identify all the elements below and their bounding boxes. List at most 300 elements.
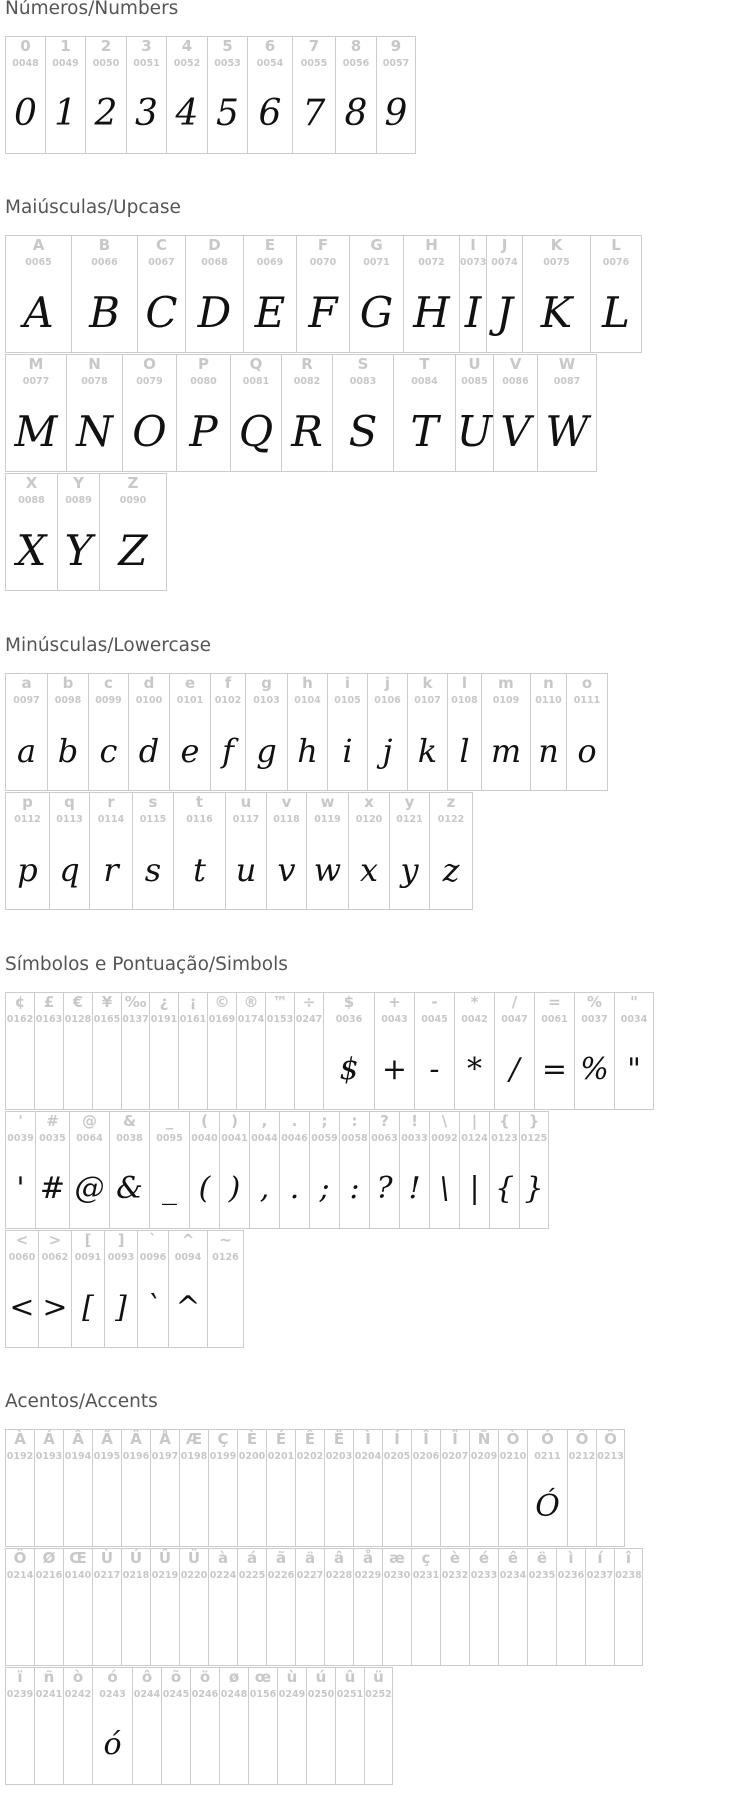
glyph-sample [325,1470,353,1544]
glyph-sample: _ [162,1171,177,1206]
character-label: M [28,355,44,373]
character-code: 0123 [491,1133,518,1144]
glyph-sample: V [500,407,531,456]
glyph-cell [99,473,167,591]
glyph-cell [292,36,335,154]
glyph-cell [459,235,486,353]
character-code: 0242 [64,1689,92,1700]
character-label: ç [421,1549,431,1567]
character-code: 0060 [8,1252,36,1263]
character-code: 0102 [214,695,242,706]
glyph-cell [335,36,376,154]
character-label: o [581,674,593,692]
character-label: ( [201,1112,208,1130]
character-code: 0214 [6,1570,34,1581]
character-label: œ [254,1668,272,1686]
character-code: 0089 [65,495,92,506]
character-label: W [558,355,576,373]
glyph-cell [265,992,294,1110]
glyph-sample: ^ [175,1290,201,1325]
character-code: 0086 [502,376,529,387]
glyph-sample: ; [319,1171,330,1206]
glyph-cell [5,473,57,591]
glyph-cell [137,235,185,353]
character-code: 0213 [597,1451,624,1462]
character-label: Ô [575,1430,589,1448]
glyph-cell [208,1429,237,1547]
glyph-sample: 1 [54,93,77,134]
glyph-sample [296,1470,324,1544]
character-code: 0054 [256,58,284,69]
glyph-cell [429,792,473,910]
character-code: 0040 [191,1133,218,1144]
glyph-sample: Q [238,407,274,456]
glyph-cell [5,1429,34,1547]
glyph-cell [367,673,407,791]
character-code: 0197 [151,1451,179,1462]
glyph-cell [189,1111,219,1229]
glyph-cell [245,673,287,791]
character-code: 0068 [201,257,228,268]
glyph-sample: < [9,1290,35,1325]
glyph-sample [220,1708,248,1782]
glyph-sample: y [400,851,419,889]
glyph-cell [294,992,323,1110]
character-label: Ú [129,1549,143,1567]
character-label: Ñ [477,1430,491,1448]
glyph-sample: z [442,851,460,889]
character-code: 0112 [14,814,41,825]
glyph-cell [455,354,493,472]
glyph-cell [5,992,34,1110]
character-label: ` [149,1231,157,1249]
glyph-cell [243,235,296,353]
glyph-cell [266,1429,295,1547]
glyph-sample: I [464,288,482,337]
glyph-sample: b [57,732,79,770]
character-code: 0248 [220,1689,248,1700]
character-code: 0101 [176,695,204,706]
character-label: ) [231,1112,238,1130]
glyph-sample: l [459,732,470,770]
character-label: d [143,674,155,692]
glyph-sample [383,1470,411,1544]
glyph-cell [469,1548,498,1666]
character-code: 0038 [116,1133,143,1144]
character-label: < [15,1231,29,1249]
character-label: ó [107,1668,118,1686]
character-label: J [501,236,508,254]
glyph-cell [382,1548,411,1666]
character-code: 0140 [64,1570,92,1581]
glyph-row [5,673,608,791]
glyph-sample: L [602,288,630,337]
glyph-row [5,1111,549,1229]
character-label: p [22,793,33,811]
character-label: C [155,236,167,254]
glyph-cell [414,992,454,1110]
glyph-cell [429,1111,459,1229]
glyph-sample: 9 [384,93,408,134]
character-code: 0082 [293,376,321,387]
character-code: 0216 [35,1570,63,1581]
glyph-cell [69,1111,109,1229]
glyph-cell [190,1667,219,1785]
glyph-cell [49,792,89,910]
glyph-sample: 4 [175,93,199,134]
glyph-cell [376,36,416,154]
glyph-cell [71,1230,104,1348]
glyph-sample [441,1589,469,1663]
glyph-sample [238,1589,266,1663]
character-label: h [302,674,313,692]
glyph-sample: . [289,1171,300,1206]
glyph-cell [149,1111,189,1229]
character-code: 0096 [139,1252,167,1263]
glyph-row [5,354,597,472]
glyph-cell [5,36,45,154]
glyph-sample [179,1033,207,1107]
character-code: 0236 [557,1570,585,1581]
character-code: 0203 [325,1451,353,1462]
glyph-sample: ó [103,1727,122,1762]
character-label: w [320,793,335,811]
glyph-sample: U [456,407,493,456]
glyph-cell [498,1548,527,1666]
character-code: 0035 [39,1133,66,1144]
glyph-sample [209,1470,237,1544]
character-label: Ê [304,1430,316,1448]
character-label: ô [141,1668,153,1686]
character-label: ® [243,993,259,1011]
glyph-cell [277,1667,306,1785]
character-label: 6 [264,37,276,55]
character-label: | [471,1112,478,1130]
character-label: Z [127,474,139,492]
glyph-sample: 6 [258,93,282,134]
glyph-sample [180,1589,208,1663]
character-label: à [217,1549,229,1567]
character-code: 0092 [431,1133,458,1144]
glyph-cell [35,1111,69,1229]
glyph-sample [122,1589,150,1663]
glyph-sample [122,1470,150,1544]
character-code: 0226 [267,1570,295,1581]
character-label: ™ [272,993,288,1011]
glyph-cell [137,1230,168,1348]
glyph-sample [354,1589,382,1663]
glyph-sample [35,1708,63,1782]
glyph-sample: ] [115,1290,127,1325]
glyph-row [5,1429,625,1547]
glyph-sample: " [627,1052,641,1087]
glyph-cell [63,1548,92,1666]
glyph-sample [208,1033,236,1107]
character-label: f [224,674,232,692]
glyph-cell [556,1548,585,1666]
glyph-sample [6,1033,34,1107]
character-code: 0210 [499,1451,527,1462]
character-label: ù [286,1668,298,1686]
character-code: 0065 [25,257,52,268]
glyph-sample: Y [64,526,93,575]
glyph-sample: k [417,732,438,770]
glyph-cell [348,792,389,910]
glyph-sample: # [39,1171,66,1206]
glyph-cell [92,1429,121,1547]
glyph-cell [5,1548,34,1666]
glyph-sample: X [16,526,47,575]
glyph-cell [161,1667,190,1785]
glyph-cell [5,1111,35,1229]
glyph-sample: % [580,1052,609,1087]
glyph-sample: \ [439,1171,450,1206]
glyph-sample [209,1589,237,1663]
character-label: æ [389,1549,405,1567]
character-label: Û [158,1549,172,1567]
section-title: Símbolos e Pontuação/Simbols [5,954,288,975]
glyph-sample: E [254,288,286,337]
glyph-cell [92,1667,132,1785]
glyph-sample [354,1470,382,1544]
character-code: 0246 [191,1689,219,1700]
character-code: 0201 [267,1451,295,1462]
character-label: u [240,793,252,811]
character-label: ë [536,1549,548,1567]
character-label: . [291,1112,298,1130]
glyph-sample [557,1589,585,1663]
glyph-sample [499,1589,527,1663]
character-code: 0081 [242,376,270,387]
glyph-cell [236,992,265,1110]
glyph-cell [5,792,49,910]
character-code: 0220 [180,1570,208,1581]
glyph-row [5,36,416,154]
glyph-cell [295,1548,324,1666]
glyph-sample: t [193,851,206,889]
glyph-cell [34,992,63,1110]
glyph-cell [522,235,590,353]
character-label: e [184,674,196,692]
character-code: 0219 [151,1570,179,1581]
glyph-cell [382,1429,411,1547]
character-code: 0080 [190,376,217,387]
character-label: 0 [20,37,31,55]
glyph-sample: o [577,732,597,770]
character-label: s [148,793,158,811]
character-label: y [404,793,415,811]
glyph-cell [176,354,230,472]
character-code: 0098 [54,695,82,706]
glyph-sample: 0 [14,93,37,134]
character-label: P [198,355,209,373]
character-code: 0247 [295,1014,323,1025]
character-label: ! [411,1112,418,1130]
glyph-row [5,992,654,1110]
character-label: V [509,355,522,373]
character-label: © [214,993,230,1011]
glyph-sample: h [297,732,318,770]
glyph-cell [447,673,481,791]
character-label: Í [394,1430,400,1448]
character-label: é [478,1549,490,1567]
character-code: 0041 [221,1133,248,1144]
character-code: 0126 [212,1252,239,1263]
glyph-cell [5,354,66,472]
character-code: 0055 [300,58,328,69]
character-label: ¥ [101,993,113,1011]
character-code: 0088 [18,495,45,506]
glyph-sample: ? [376,1171,393,1206]
glyph-row [5,792,473,910]
glyph-sample [568,1470,596,1544]
character-label: I [470,236,476,254]
character-code: 0044 [251,1133,278,1144]
character-code: 0075 [543,257,570,268]
character-code: 0233 [470,1570,498,1581]
character-label: Õ [604,1430,617,1448]
glyph-cell [493,354,537,472]
glyph-cell [109,1111,149,1229]
glyph-cell [339,1111,369,1229]
character-code: 0109 [492,695,520,706]
character-label: ñ [43,1668,55,1686]
glyph-sample: ! [408,1171,421,1206]
glyph-sample [64,1708,92,1782]
character-code: 0073 [460,257,486,268]
character-label: > [48,1231,62,1249]
character-code: 0067 [148,257,175,268]
character-label: õ [170,1668,182,1686]
glyph-sample: O [132,407,167,456]
character-code: 0045 [421,1014,448,1025]
character-label: ò [72,1668,84,1686]
character-code: 0111 [573,695,601,706]
glyph-cell [5,235,71,353]
character-code: 0116 [186,814,213,825]
character-label: R [301,355,313,373]
character-code: 0085 [461,376,488,387]
character-label: í [597,1549,603,1567]
character-label: x [364,793,374,811]
character-label: ‰ [124,993,147,1011]
glyph-cell [567,1429,596,1547]
character-label: q [64,793,75,811]
glyph-cell [34,1548,63,1666]
glyph-sample [249,1708,277,1782]
glyph-cell [459,1111,489,1229]
glyph-cell [126,36,166,154]
glyph-cell [132,792,173,910]
character-label: ä [304,1549,316,1567]
glyph-cell [89,792,132,910]
glyph-cell [166,36,207,154]
glyph-sample [64,1033,92,1107]
character-label: & [122,1112,137,1130]
character-label: \ [441,1112,448,1130]
character-label: i [344,674,351,692]
glyph-sample [586,1589,614,1663]
character-label: U [468,355,481,373]
glyph-cell [230,354,281,472]
section-title: Acentos/Accents [5,1391,158,1412]
character-code: 0204 [354,1451,382,1462]
glyph-sample: } [524,1171,544,1206]
glyph-sample [278,1708,306,1782]
character-code: 0077 [22,376,50,387]
glyph-cell [63,1429,92,1547]
glyph-cell [208,1548,237,1666]
character-code: 0108 [451,695,478,706]
glyph-cell [411,1429,440,1547]
character-label: @ [82,1112,97,1130]
glyph-cell [469,1429,498,1547]
glyph-cell [85,36,126,154]
glyph-sample: [ [82,1290,94,1325]
glyph-sample [6,1470,34,1544]
character-code: 0046 [281,1133,308,1144]
glyph-cell [47,673,88,791]
glyph-sample: = [541,1052,568,1087]
glyph-sample: ' [16,1171,25,1206]
glyph-cell [121,992,149,1110]
character-label: = [548,993,561,1011]
character-code: 0097 [13,695,40,706]
character-code: 0231 [412,1570,440,1581]
character-code: 0128 [64,1014,92,1025]
glyph-sample: 7 [302,93,326,134]
glyph-sample: v [277,851,296,889]
glyph-sample: A [23,288,54,337]
character-label: g [261,674,272,692]
character-code: 0244 [133,1689,161,1700]
character-label: r [107,793,115,811]
glyph-sample [296,1589,324,1663]
glyph-sample: , [259,1171,270,1206]
glyph-cell [519,1111,549,1229]
character-label: â [333,1549,345,1567]
glyph-cell [179,1429,208,1547]
character-label: A [32,236,45,254]
character-code: 0249 [278,1689,306,1700]
character-label: £ [43,993,55,1011]
character-label: 1 [60,37,71,55]
glyph-cell [104,1230,137,1348]
glyph-sample: : [349,1171,360,1206]
character-label: Ü [187,1549,201,1567]
glyph-cell [403,235,459,353]
glyph-sample: B [89,288,120,337]
character-label: 9 [390,37,402,55]
character-label: ~ [219,1231,232,1249]
character-label: Â [72,1430,84,1448]
character-label: ê [507,1549,519,1567]
glyph-cell [237,1548,266,1666]
glyph-cell [5,1230,38,1348]
character-label: Î [423,1430,429,1448]
character-code: 0058 [341,1133,368,1144]
glyph-cell [364,1667,393,1785]
glyph-sample: M [14,407,58,456]
glyph-row [5,1667,393,1785]
glyph-sample: R [291,407,323,456]
glyph-cell [281,354,332,472]
character-label: + [388,993,401,1011]
character-label: ^ [181,1231,195,1249]
glyph-sample: x [359,851,379,889]
glyph-sample [237,1033,265,1107]
character-code: 0103 [253,695,280,706]
